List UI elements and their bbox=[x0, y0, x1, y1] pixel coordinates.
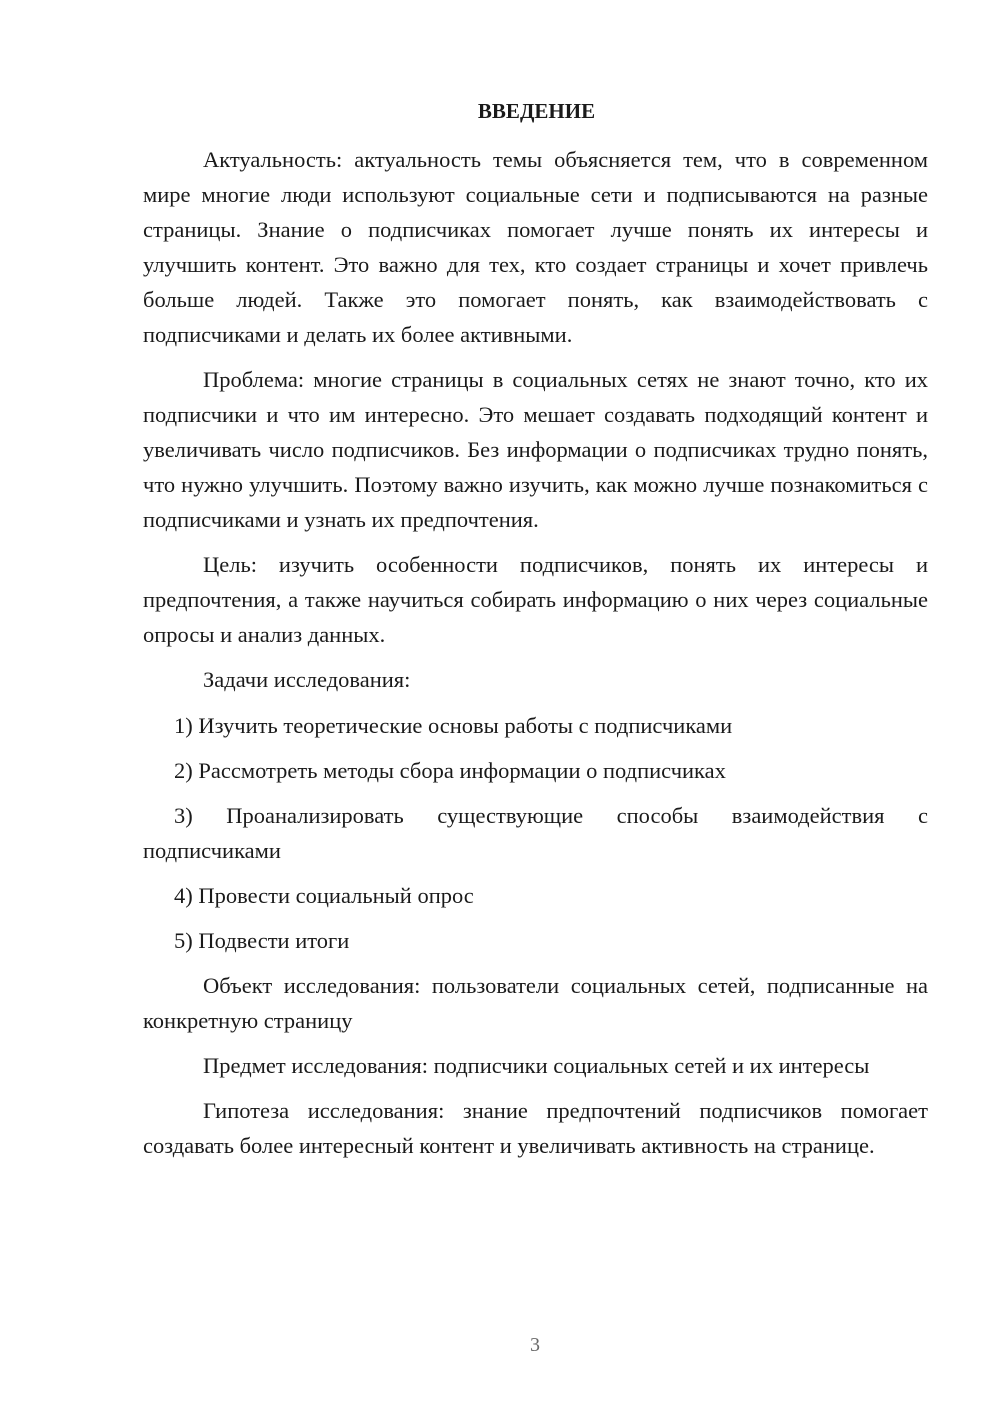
task-item: 5) Подвести итоги bbox=[174, 928, 350, 953]
page-number: 3 bbox=[530, 1334, 540, 1356]
goal-paragraph: Цель: изучить особенности подписчиков, понять их интересы и предпочтения, а также научиться собирать информацию о них через социальные опросы и анализ данных. bbox=[143, 552, 928, 647]
section-title: ВВЕДЕНИЕ bbox=[477, 99, 596, 123]
problem-paragraph: Проблема: многие страницы в социальных сетях не знают точно, кто их подписчики и что им интересно. Это мешает создавать подходящий контент и увеличивать число подписчиков. Без информации о подписчиках трудно понять, что нужно улучшить. Поэтому важно изучить, как можно лучше познакомиться с подписчиками и узнать их предпочтения. bbox=[143, 367, 928, 532]
task-item: 2) Рассмотреть методы сбора информации о подписчиках bbox=[174, 758, 726, 783]
subject-paragraph: Предмет исследования: подписчики социальных сетей и их интересы bbox=[203, 1053, 870, 1078]
task-item: 3) Проанализировать существующие способы взаимодействия с подписчиками bbox=[143, 803, 928, 863]
task-item: 1) Изучить теоретические основы работы с подписчиками bbox=[174, 713, 733, 738]
document-page bbox=[143, 96, 928, 1173]
object-paragraph: Объект исследования: пользователи социальных сетей, подписанные на конкретную страницу bbox=[143, 973, 928, 1033]
tasks-heading: Задачи исследования: bbox=[203, 667, 411, 692]
task-item: 4) Провести социальный опрос bbox=[174, 883, 474, 908]
relevance-paragraph: Актуальность: актуальность темы объясняется тем, что в современном мире многие люди используют социальные сети и подписываются на разные страницы. Знание о подписчиках помогает лучше понять их интересы и улучшить контент. Это важно для тех, кто создает страницы и хочет привлечь больше людей. Также это помогает понять, как взаимодействовать с подписчиками и делать их более активными. bbox=[143, 147, 928, 347]
hypothesis-paragraph: Гипотеза исследования: знание предпочтений подписчиков помогает создавать более интересный контент и увеличивать активность на странице. bbox=[143, 1098, 928, 1158]
